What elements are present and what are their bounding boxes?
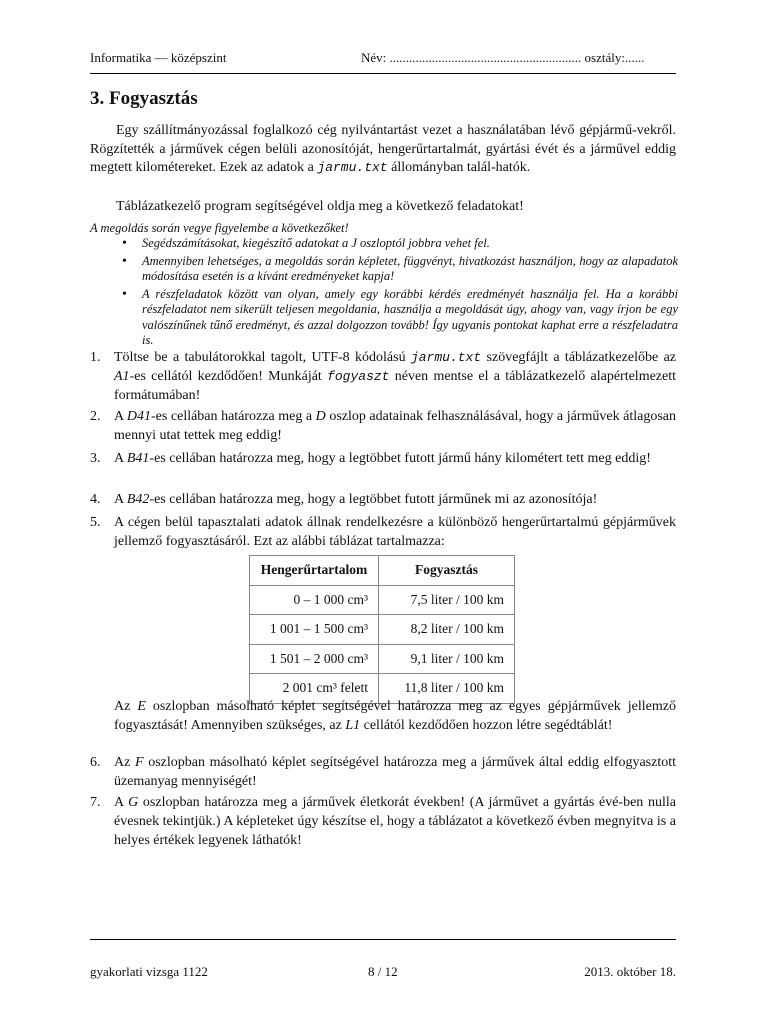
task-5 [90, 513, 676, 551]
cell-ref: B42 [126, 492, 150, 507]
task-2 [90, 407, 676, 445]
intro-text-b: állományban talál-hatók. [387, 160, 531, 175]
task-text: -es cellában határozza meg, hogy a legtöbbet futott járműnek mi az azonosítója! [149, 492, 598, 507]
table-row [250, 585, 515, 615]
table-cell: 2 001 cm³ felett [250, 674, 379, 704]
task-text: szövegfájlt a táblázatkezelőbe az [481, 350, 676, 365]
task-text: -es cellában határozza meg a [151, 409, 316, 424]
task-4 [90, 490, 676, 509]
table-cell: 0 – 1 000 cm³ [250, 585, 379, 615]
cell-ref: A1 [114, 369, 130, 384]
notes-title: A megoldás során vegye figyelembe a következőket! [90, 221, 349, 235]
cell-ref: L1 [345, 718, 361, 733]
footer-exam: gyakorlati vizsga 1122 [90, 964, 208, 979]
task-7 [90, 793, 676, 850]
table-row [250, 644, 515, 674]
task-text: oszlopban határozza meg a járművek életkorát években! (A járművet a gyártás évé-ben nulla évesnek tekintjük.) A képleteket úgy készítse el, hogy a táblázatot a következő évben megnyitva is a helyes értékek legyenek láthatók! [114, 795, 677, 848]
footer-date: 2013. október 18. [584, 964, 676, 979]
intro-text-a: Egy szállítmányozással foglalkozó cég nyilvántartást vezet a használatában lévő gépjármű-vekről. Rögzítették a járművek cégen belüli azonosítóját, hengerűrtartalmát, gyártási évét és a járművel eddig megtett kilométereket. Ezek az adatok a [90, 123, 676, 175]
task-3 [90, 449, 676, 468]
notes-list [142, 236, 678, 351]
task-body [114, 697, 676, 735]
header-subject: Informatika — középszint [90, 50, 227, 65]
table-header: Fogyasztás [379, 556, 515, 586]
task-text: -es cellában határozza meg, hogy a legtöbbet futott jármű hány kilométert tett meg eddig! [149, 451, 651, 466]
section-title: 3. Fogyasztás [90, 88, 198, 109]
task-instruction: Táblázatkezelő program segítségével oldja meg a következő feladatokat! [116, 199, 524, 214]
column-ref: G [128, 795, 139, 810]
table-cell: 1 001 – 1 500 cm³ [250, 615, 379, 645]
task-number: 7. [90, 795, 101, 810]
intro-paragraph [90, 122, 676, 178]
task-1 [90, 348, 676, 405]
task-text: A [114, 492, 127, 507]
note-item: • Segédszámításokat, kiegészítő adatokat a J oszloptól jobbra vehet fel. [142, 236, 678, 252]
task-6 [90, 753, 676, 791]
task-number: 5. [90, 515, 101, 530]
task-body [114, 793, 676, 850]
header-name-field: Név: ........................................................... osztály:...... [361, 50, 645, 65]
task-number: 4. [90, 492, 101, 507]
table-cell: 9,1 liter / 100 km [379, 644, 515, 674]
table-row [250, 615, 515, 645]
task-body: A cégen belül tapasztalati adatok állnak rendelkezésre a különböző hengerűrtartalmú gépjárművek jellemző fogyasztásáról. Ezt az alábbi táblázat tartalmazza: [114, 515, 676, 549]
task-body [114, 753, 676, 791]
task-text: A [114, 451, 127, 466]
table-header: Hengerűrtartalom [250, 556, 379, 586]
task-text: A [114, 795, 129, 810]
task-body [114, 407, 676, 445]
task-text: oszlop adatainak felhasználásával, hogy a járművek átlagosan mennyi utat tettek meg eddig! [114, 409, 676, 443]
intro-filename: jarmu.txt [317, 160, 388, 175]
task-text: oszlopban másolható képlet segítségével határozza meg az egyes gépjárművek jellemző fogyasztását! Amennyiben szükséges, az [114, 699, 676, 733]
task-body [114, 449, 676, 468]
task-number: 3. [90, 451, 101, 466]
cell-ref: B41 [126, 451, 150, 466]
table-cell: 8,2 liter / 100 km [379, 615, 515, 645]
task-number: 2. [90, 409, 101, 424]
task-text: -es cellától kezdődően! Munkáját [129, 369, 328, 384]
note-item: • A részfeladatok között van olyan, amely egy korábbi kérdés eredményét használja fel. Ha a korábbi részfeladatot nem sikerült teljesen megoldania, használja a megoldását úgy, ahogy van, vagy írjon be egy valószínűnek tűnő eredményt, és azzal dolgozzon tovább! Így ugyanis pontokat kaphat erre a részfeladatra is. [142, 287, 678, 349]
task-text: A [114, 409, 127, 424]
column-ref: E [137, 699, 146, 714]
task-text: Az [114, 755, 135, 770]
task-filename: jarmu.txt [410, 350, 482, 365]
table-header-row [250, 556, 515, 586]
page-header [90, 50, 676, 70]
footer-page-number: 8 / 12 [368, 964, 398, 979]
task-text: Töltse be a tabulátorokkal tagolt, UTF-8 kódolású [114, 350, 411, 365]
task-text: cellától kezdődően hozzon létre segédtáblát! [360, 718, 613, 733]
table-cell: 7,5 liter / 100 km [379, 585, 515, 615]
footer-divider [90, 939, 676, 940]
task-body [114, 490, 676, 509]
table-cell: 11,8 liter / 100 km [379, 674, 515, 704]
note-item: • Amennyiben lehetséges, a megoldás során képletet, függvényt, hivatkozást használjon, hogy az alapadatok módosítása esetén is a kívánt eredményeket kapja! [142, 254, 678, 285]
consumption-table [249, 555, 515, 704]
task-5-continued [90, 697, 676, 735]
header-divider [90, 73, 676, 74]
column-ref: F [134, 755, 144, 770]
task-workname: fogyaszt [327, 369, 390, 384]
task-text: néven mentse el a táblázatkezelő alapértelmezett formátumában! [114, 369, 676, 403]
task-number: 1. [90, 350, 101, 365]
table-cell: 1 501 – 2 000 cm³ [250, 644, 379, 674]
column-ref: D [315, 409, 326, 424]
task-text: oszlopban másolható képlet segítségével határozza meg a járművek által eddig elfogyasztott üzemanyag mennyiségét! [114, 755, 676, 789]
task-text: Az [114, 699, 138, 714]
task-number: 6. [90, 755, 101, 770]
task-body [114, 348, 676, 405]
cell-ref: D41 [126, 409, 152, 424]
